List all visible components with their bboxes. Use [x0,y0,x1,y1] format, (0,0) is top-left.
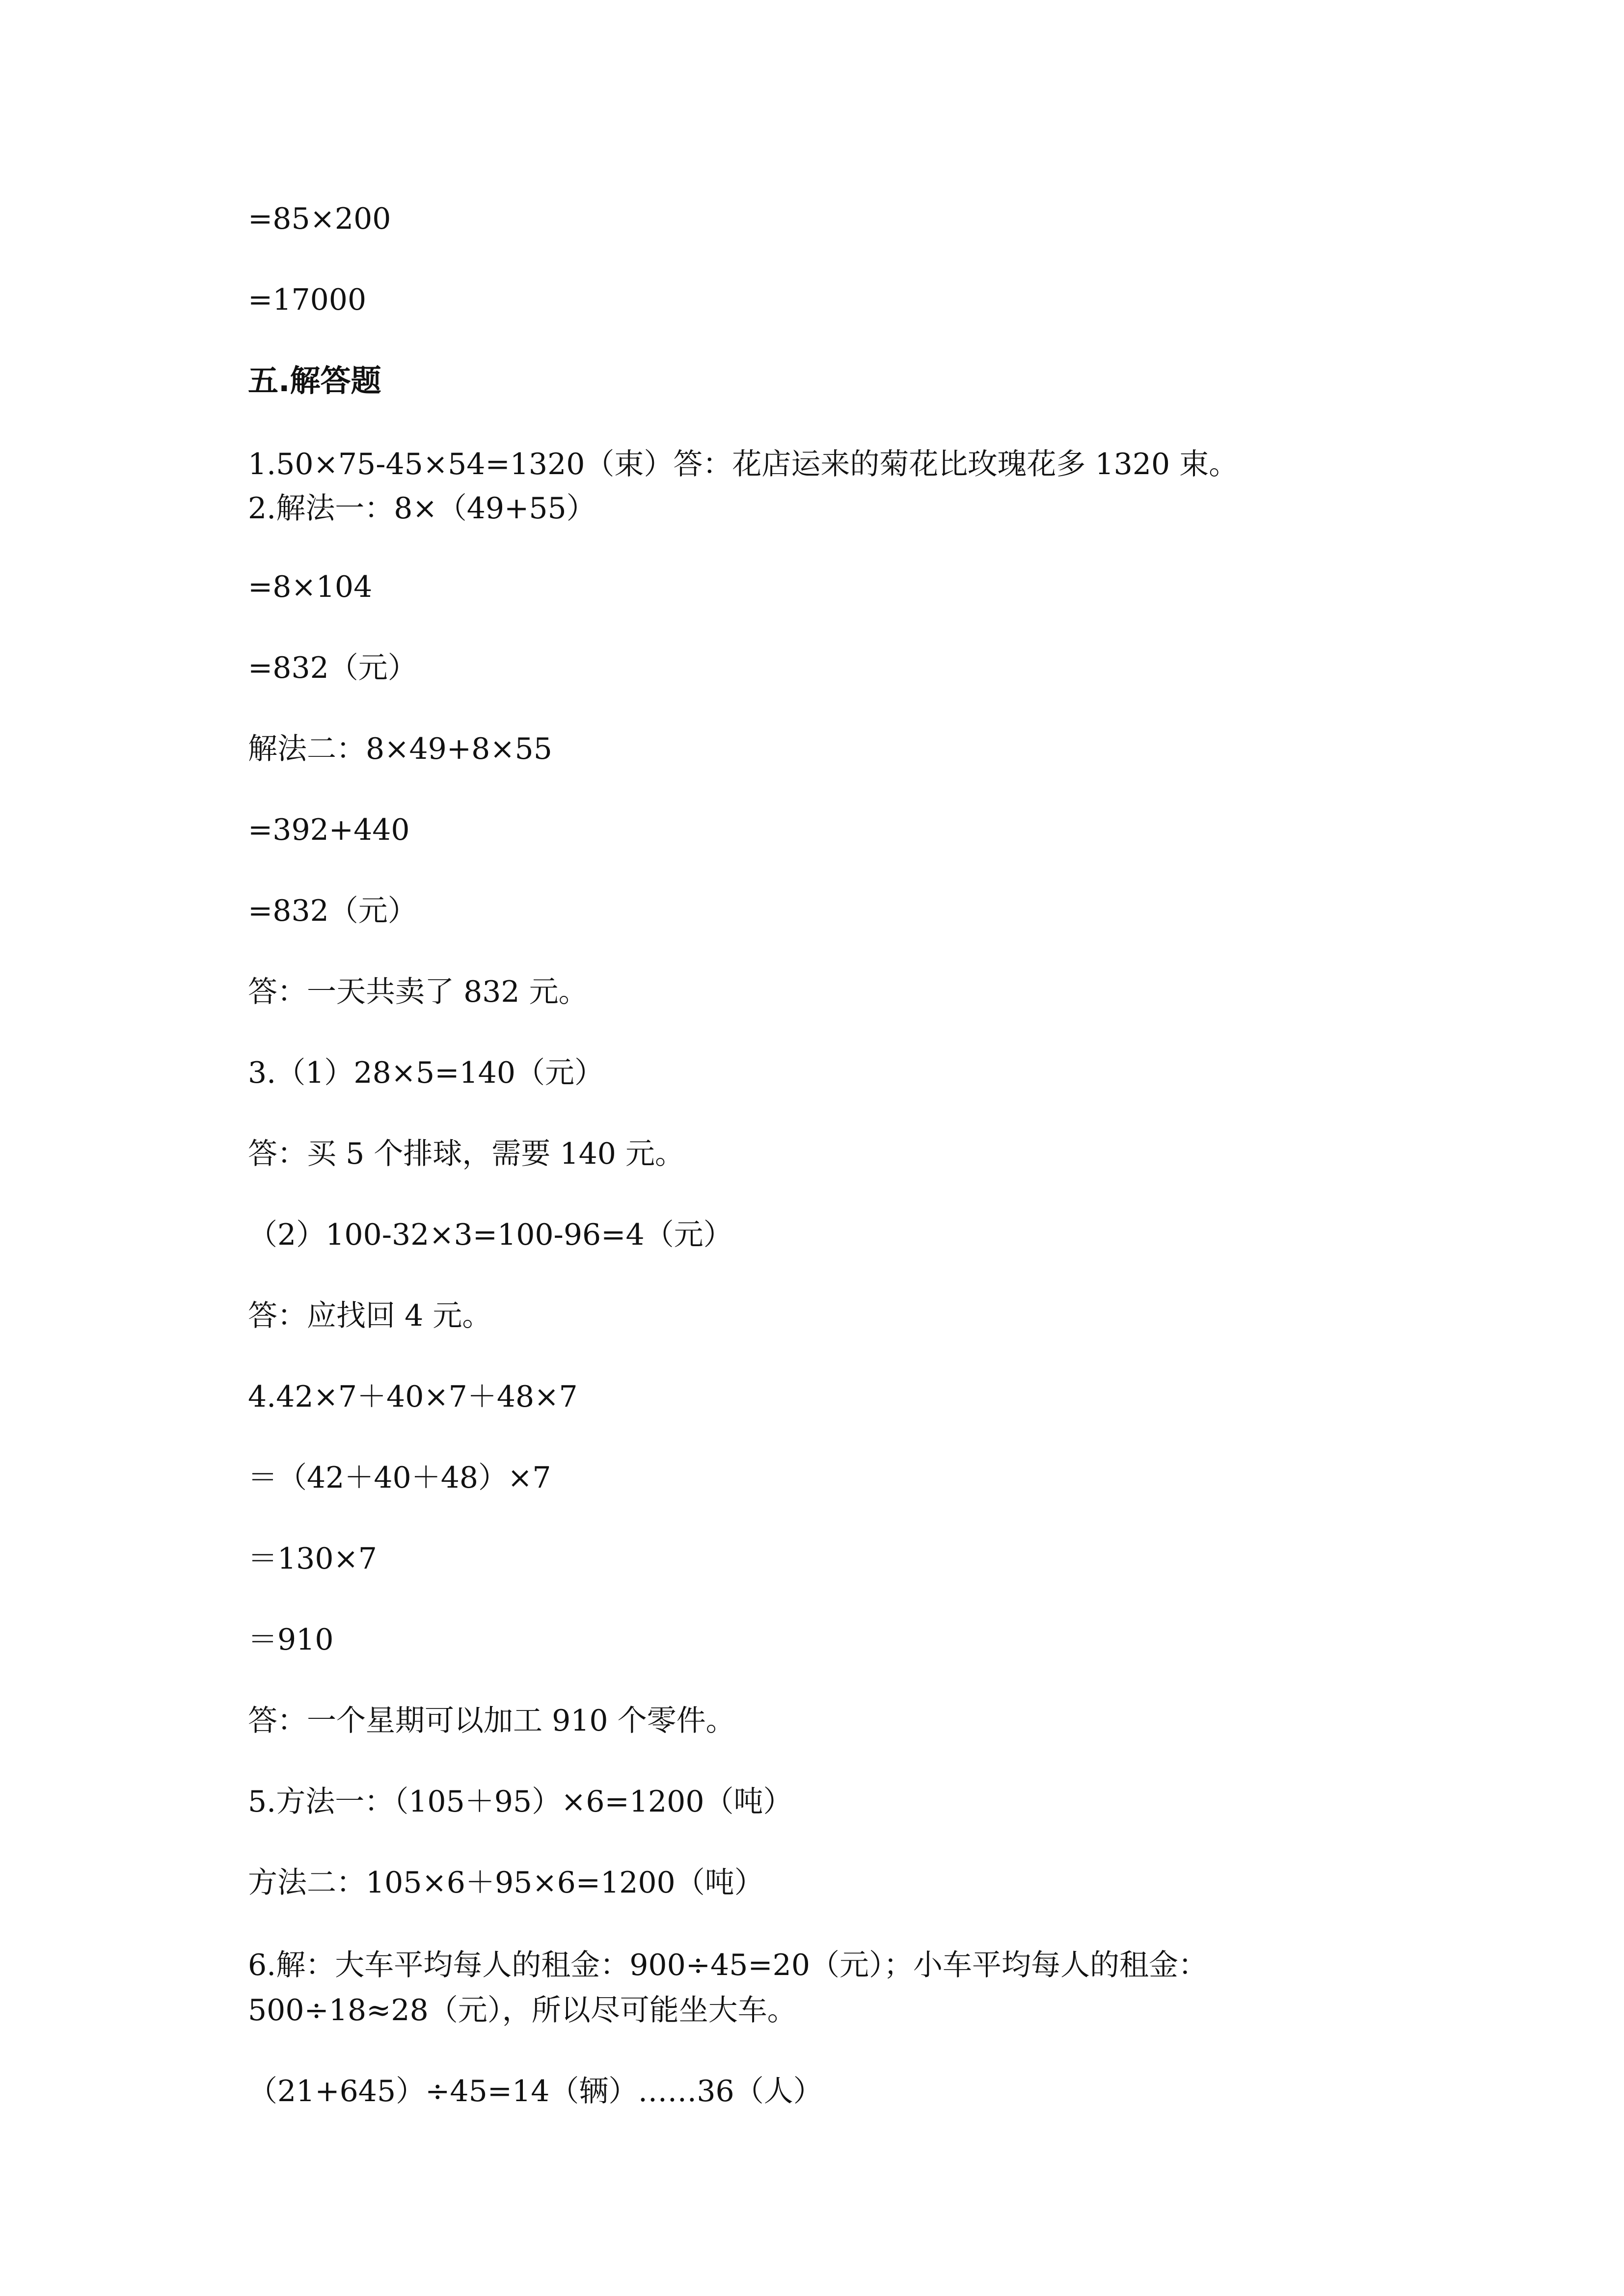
answer-line: 5.方法一：（105＋95）×6=1200（吨） [248,1785,793,1819]
answer-line: 答：一个星期可以加工 910 个零件。 [248,1704,735,1738]
calc-line: ＝（42＋40＋48）×7 [248,1461,551,1495]
answer-line: 方法二：105×6＋95×6=1200（吨） [248,1866,764,1900]
answer-line: 4.42×7＋40×7＋48×7 [248,1380,578,1414]
answer-line: 6.解：大车平均每人的租金：900÷45=20（元）；小车平均每人的租金： [248,1948,1208,1982]
answer-line: （2）100-32×3=100-96=4（元） [248,1218,733,1252]
answer-line: 3.（1）28×5=140（元） [248,1056,604,1090]
answer-line: 1.50×75-45×54=1320（束）答：花店运来的菊花比玫瑰花多 1320 束。 [248,447,1239,481]
calc-line: =392+440 [248,813,410,847]
answer-line: 答：买 5 个排球，需要 140 元。 [248,1137,684,1171]
calc-line: =832（元） [248,651,417,685]
answer-line: 解法二：8×49+8×55 [248,732,552,766]
calc-line: ＝130×7 [248,1542,377,1576]
answer-line: 答：一天共卖了 832 元。 [248,975,588,1009]
calc-line: =17000 [248,283,367,317]
section-title: 五.解答题 [248,363,381,399]
answer-line: 500÷18≈28（元），所以尽可能坐大车。 [248,1993,797,2028]
calc-line: =8×104 [248,570,373,604]
answer-line: （21+645）÷45=14（辆）……36（人） [248,2074,823,2109]
calc-line: =832（元） [248,894,417,928]
answer-line: 答：应找回 4 元。 [248,1299,492,1333]
answer-line: 2.解法一：8×（49+55） [248,491,596,526]
calc-line: ＝910 [248,1623,334,1657]
calc-line: =85×200 [248,202,391,236]
